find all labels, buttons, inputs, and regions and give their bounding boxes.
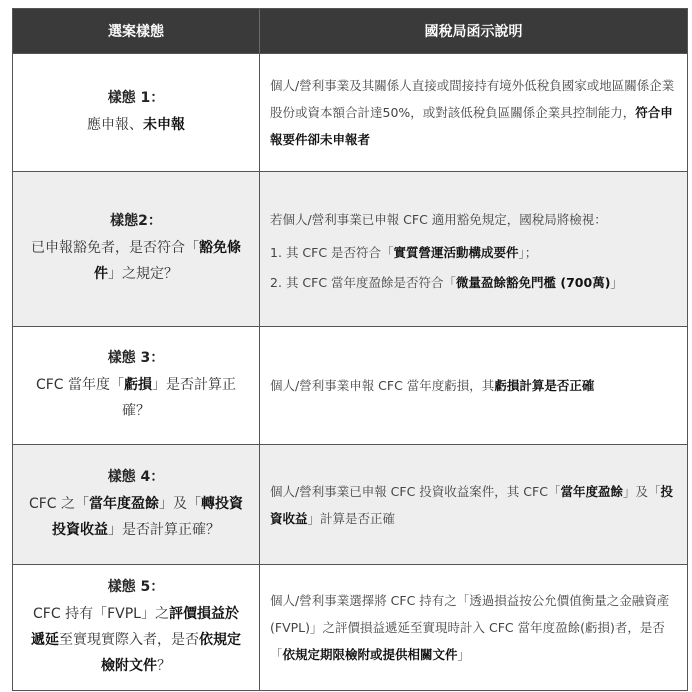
table-row: [13, 53, 687, 171]
cfc-case-pattern-table: [12, 8, 688, 691]
list-item: 2. 其 CFC 當年度盈餘是否符合「微量盈餘豁免門檻 (700萬)」: [270, 274, 623, 290]
header-case-pattern: 選案樣態: [13, 9, 260, 53]
table-row: [13, 171, 687, 326]
pattern-question: CFC 持有「FVPL」之評價損益於遞延至實現實際入者，是否依規定檢附文件？: [31, 605, 241, 674]
header-ntb-explanation: 國稅局函示說明: [424, 24, 523, 40]
pattern-title: 樣態 1：: [107, 89, 165, 106]
pattern-title: 樣態 4：: [107, 468, 165, 485]
explanation-text: 個人/營利事業及其關係人直接或間接持有境外低稅負國家或地區關係企業股份或資本額合計達50%，或對該低稅負區關係企業具控制能力，符合申報要件卻未申報者: [270, 78, 675, 147]
explanation-cell: [260, 445, 687, 564]
pattern-title: 樣態2：: [110, 213, 162, 229]
explanation-cell: [260, 565, 687, 690]
pattern-question: CFC 之「當年度盈餘」及「轉投資投資收益」是否計算正確？: [28, 495, 244, 538]
pattern-question: 應申報、未申報: [87, 116, 185, 133]
table-row: [13, 326, 687, 444]
pattern-title: 樣態 5：: [107, 578, 165, 595]
table-header-row: [13, 9, 687, 53]
list-item: 1. 其 CFC 是否符合「實質營運活動構成要件」；: [270, 244, 538, 260]
explanation-text: 個人/營利事業選擇將 CFC 持有之「透過損益按公允價值衡量之金融資產 (FVPL)」之評價損益遞延至實現時計入 CFC 當年度盈餘(虧損)者，是否「依規定期限檢附或提供相關文件」: [270, 593, 670, 662]
pattern-question: CFC 當年度「虧損」是否計算正確？: [35, 376, 237, 419]
case-pattern-cell: [13, 327, 260, 444]
explanation-cell: [260, 327, 687, 444]
case-pattern-cell: [13, 54, 260, 171]
explanation-cell: [260, 54, 687, 171]
table-row: [13, 444, 687, 564]
case-pattern-cell: [13, 445, 260, 564]
explanation-intro: 若個人/營利事業已申報 CFC 適用豁免規定，國稅局將檢視：: [270, 211, 607, 227]
pattern-title: 樣態 3：: [107, 349, 165, 366]
case-pattern-cell: [13, 172, 260, 326]
case-pattern-cell: [13, 565, 260, 690]
table-row: [13, 564, 687, 690]
explanation-text: 個人/營利事業申報 CFC 當年度虧損，其虧損計算是否正確: [270, 378, 595, 393]
explanation-text: 個人/營利事業已申報 CFC 投資收益案件，其 CFC「當年度盈餘」及「投資收益」計算是否正確: [270, 483, 673, 526]
explanation-cell: [260, 172, 687, 326]
pattern-question: 已申報豁免者，是否符合「豁免條件」之規定？: [31, 240, 241, 282]
